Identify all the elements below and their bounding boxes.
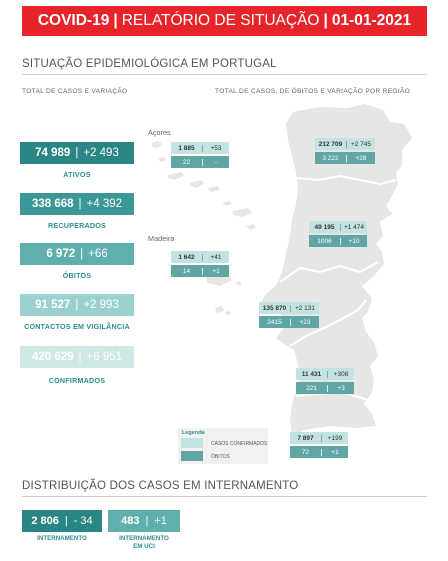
region-deaths-change: +28 xyxy=(346,155,375,162)
region-deaths-change: +10 xyxy=(340,238,367,245)
region-deaths: 221 xyxy=(306,384,317,392)
stat-separator: | xyxy=(75,147,79,159)
region-box-azores xyxy=(171,142,229,168)
stat-recovered-change: +4 392 xyxy=(86,198,123,210)
region-label-madeira: Madeira xyxy=(148,234,175,243)
header-subtitle: RELATÓRIO DE SITUAÇÃO xyxy=(121,12,320,29)
legend-cases-label: CASOS CONFIRMADOS xyxy=(211,441,268,447)
stat-active xyxy=(20,142,134,164)
region-box-centre xyxy=(309,221,367,247)
region-cases-change: +53 xyxy=(202,145,229,152)
region-label-azores: Açores xyxy=(148,128,171,137)
region-deaths-change: +1 xyxy=(202,268,229,275)
subtitle-totals: TOTAL DE CASOS E VARIAÇÃO xyxy=(22,88,128,95)
hospital-separator: | xyxy=(64,515,68,527)
region-cases-change: +308 xyxy=(327,371,354,378)
region-cases: 1 642 xyxy=(178,253,195,261)
stat-deaths-value: 6 972 xyxy=(46,248,76,260)
map-legend xyxy=(178,428,268,464)
region-deaths: 2415 xyxy=(267,318,282,326)
hospital-ward-value: 2 806 xyxy=(31,515,59,527)
stat-confirmed xyxy=(20,346,134,368)
region-deaths: 1006 xyxy=(317,237,332,245)
hospital-ward-box xyxy=(22,510,102,532)
stat-deaths-label: ÓBITOS xyxy=(62,271,92,280)
stat-recovered xyxy=(20,193,134,215)
hospital-separator: | xyxy=(145,515,149,527)
stat-separator: | xyxy=(78,198,82,210)
region-deaths: 72 xyxy=(301,448,310,456)
header-separator: | xyxy=(113,12,118,29)
hospital-ward-label-line1: INTERNAMENTO xyxy=(37,535,87,542)
region-cases-change: +1 474 xyxy=(340,224,367,231)
region-cases: 11 431 xyxy=(301,370,322,378)
hospital-icu-change: +1 xyxy=(154,515,167,527)
region-cases: 7 897 xyxy=(297,434,314,442)
section-title-epidemiological: SITUAÇÃO EPIDEMIOLÓGICA EM PORTUGAL xyxy=(22,58,277,70)
legend-title: Legenda xyxy=(182,430,205,436)
hospital-icu-label-line1: INTERNAMENTO xyxy=(119,535,169,542)
region-cases: 135 870 xyxy=(262,304,287,312)
region-cases: 49 195 xyxy=(314,223,335,231)
region-cases: 212 709 xyxy=(318,140,343,148)
region-box-north xyxy=(315,138,375,164)
stat-separator: | xyxy=(80,248,84,260)
stat-confirmed-label: CONFIRMADOS xyxy=(48,376,106,385)
stat-confirmed-value: 420 629 xyxy=(31,351,74,363)
region-box-lisbon xyxy=(259,302,319,328)
stat-separator: | xyxy=(75,299,79,311)
stat-contacts-change: +2 993 xyxy=(83,299,119,311)
stat-active-value: 74 989 xyxy=(35,147,71,159)
header-title: COVID-19 xyxy=(37,12,110,29)
stat-contacts-label: CONTACTOS EM VIGILÂNCIA xyxy=(24,322,130,331)
stat-confirmed-change: +6 951 xyxy=(86,351,123,363)
region-deaths-change: - xyxy=(202,159,229,166)
region-cases-change: +2 131 xyxy=(290,305,319,312)
section-title-hospitalization: DISTRIBUIÇÃO DOS CASOS EM INTERNAMENTO xyxy=(22,480,299,492)
stat-active-label: ATIVOS xyxy=(63,170,91,179)
region-cases: 1 885 xyxy=(178,144,195,152)
section-divider xyxy=(22,496,427,497)
stat-deaths-change: +66 xyxy=(88,248,108,260)
stat-recovered-value: 338 668 xyxy=(31,198,74,210)
region-deaths-change: +3 xyxy=(327,385,354,392)
stat-recovered-label: RECUPERADOS xyxy=(47,221,107,230)
stat-separator: | xyxy=(78,351,82,363)
legend-cases-swatch xyxy=(181,438,203,448)
region-cases-change: +41 xyxy=(202,254,229,261)
region-box-algarve xyxy=(290,432,348,458)
region-cases-change: +2 745 xyxy=(346,141,375,148)
hospital-icu-label-line2: EM UCI xyxy=(133,543,155,550)
region-deaths: 14 xyxy=(182,267,191,275)
madeira-islands xyxy=(206,273,242,315)
legend-deaths-label: ÓBITOS xyxy=(211,454,230,460)
stat-active-change: +2 493 xyxy=(83,147,119,159)
subtitle-regions: TOTAL DE CASOS, DE ÓBITOS E VARIAÇÃO POR REGIÃO xyxy=(215,88,411,95)
header-separator: | xyxy=(323,12,328,29)
header-date: 01-01-2021 xyxy=(331,12,412,29)
region-box-madeira xyxy=(171,251,229,277)
stat-contacts-value: 91 527 xyxy=(35,299,71,311)
region-cases-change: +199 xyxy=(321,435,348,442)
hospital-icu-value: 483 xyxy=(121,515,140,527)
hospital-icu-label xyxy=(108,535,180,551)
hospital-ward-change: - 34 xyxy=(73,515,93,527)
region-deaths: 3 222 xyxy=(322,154,339,162)
region-deaths-change: +1 xyxy=(321,449,348,456)
legend-deaths-swatch xyxy=(181,451,203,461)
stat-contacts xyxy=(20,294,134,316)
hospital-icu-box xyxy=(108,510,180,532)
region-deaths: 22 xyxy=(182,158,191,166)
hospital-ward-label xyxy=(22,535,102,543)
region-deaths-change: +23 xyxy=(290,319,319,326)
stat-deaths xyxy=(20,243,134,265)
region-box-alentejo xyxy=(296,368,354,394)
